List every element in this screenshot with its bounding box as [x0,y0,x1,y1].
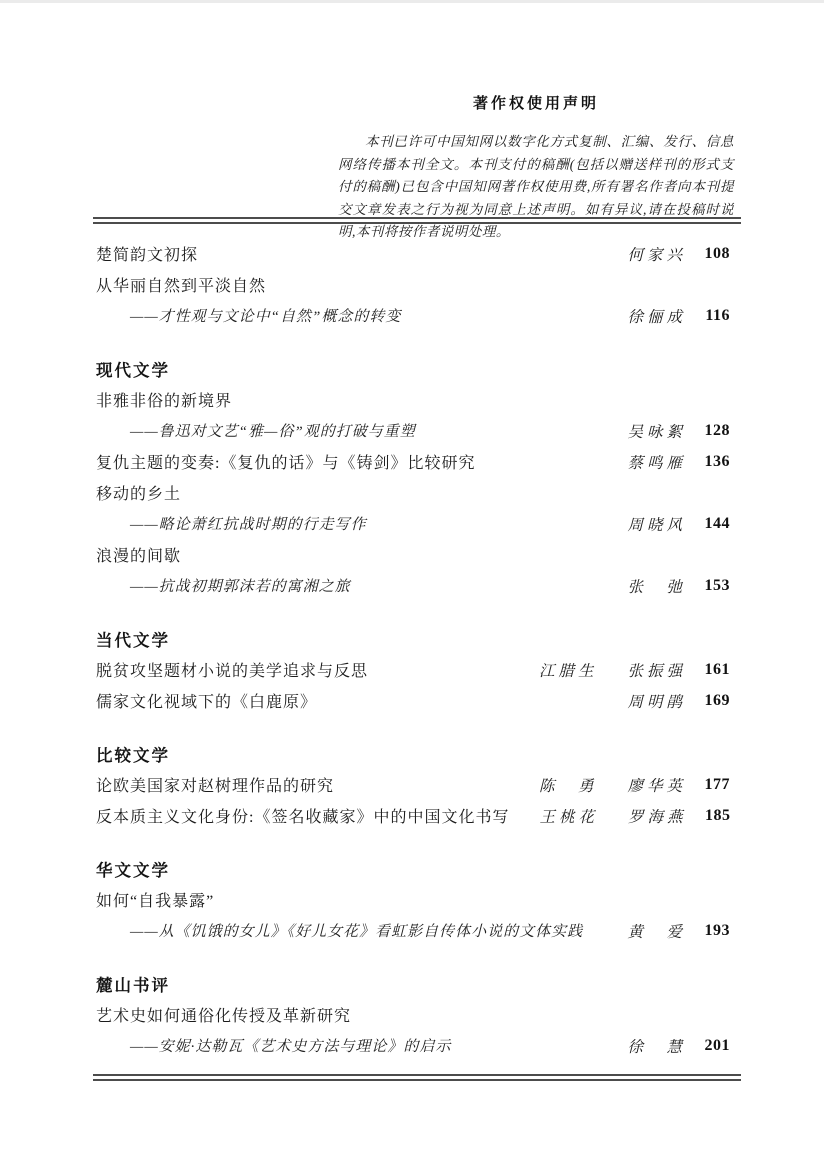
toc-page-number: 128 [704,421,730,439]
top-double-rule [93,217,741,224]
toc-title-line [96,999,730,1030]
toc-item [96,477,730,539]
toc-section-header [96,623,730,654]
toc-entry-meta [597,920,730,942]
toc-entry-meta [597,1035,730,1057]
toc-entry-meta [509,659,730,681]
toc-page-number: 144 [704,514,730,532]
toc-subtitle: ——抗战初期郭沫若的寓湘之旅 [130,579,351,595]
toc-author: 徐 慧 [627,1038,686,1056]
toc-title-line [96,685,730,716]
toc-page-number: 108 [704,244,730,262]
toc-item [96,769,730,800]
copyright-declaration-title: 著作权使用声明 [472,96,599,112]
toc-section-header [96,738,730,769]
toc-entry-meta [597,305,730,327]
toc-author: 周明鹃 [627,693,686,711]
toc-item [96,999,730,1061]
toc-entry-meta [597,575,730,597]
toc-section-label: 比较文学 [96,745,170,765]
toc-section-label: 现代文学 [96,360,170,380]
toc-section-header [96,353,730,384]
toc-item [96,685,730,716]
toc-entry-meta [597,451,730,473]
toc-author: 何家兴 [627,246,686,264]
toc-item [96,446,730,477]
toc-title-line [96,800,730,831]
toc-title-line [96,477,730,508]
toc-author: 廖华英 [627,777,686,795]
toc-subtitle-line [96,1030,730,1061]
toc-item [96,238,730,269]
toc-subtitle-line [96,915,730,946]
bottom-double-rule [93,1074,741,1081]
toc-page-number: 193 [704,921,730,939]
toc-author: 黄 爱 [627,923,686,941]
toc-page-number: 136 [704,452,730,470]
toc-title: 楚简韵文初探 [96,247,199,264]
toc-title: 艺术史如何通俗化传授及革新研究 [96,1008,352,1025]
toc-author: 罗海燕 [627,808,687,826]
toc-author: 周晓风 [627,516,686,534]
toc-item [96,384,730,446]
toc-page-number: 185 [704,806,731,824]
toc-title: 儒家文化视域下的《白鹿原》 [96,694,318,711]
toc-author: 张 弛 [627,578,686,596]
toc-author: 张振强 [627,662,686,680]
toc-subtitle: ——才性观与文论中“自然”概念的转变 [130,309,402,325]
toc-section-label: 当代文学 [96,630,170,650]
toc-author: 蔡鸣雁 [627,454,686,472]
toc-author: 江腊生 [538,662,598,680]
toc-title: 反本质主义文化身份:《签名收藏家》中的中国文化书写 [96,809,510,826]
toc-entry-meta [597,243,730,265]
toc-subtitle-line [96,508,730,539]
toc-title: 如何“自我暴露” [96,893,215,910]
toc-list [96,238,730,1061]
toc-title-line [96,238,730,269]
toc-subtitle-line [96,415,730,446]
toc-page-number: 116 [705,306,730,324]
toc-entry-meta [597,690,730,712]
toc-subtitle: ——略论萧红抗战时期的行走写作 [130,517,367,533]
toc-section-label: 麓山书评 [96,975,170,995]
toc-title: 脱贫攻坚题材小说的美学追求与反思 [96,663,369,680]
toc-title-line [96,269,730,300]
toc-author: 徐俪成 [627,308,686,326]
toc-entry-meta [597,513,730,535]
toc-item [96,654,730,685]
toc-page-number: 161 [704,660,730,678]
toc-subtitle: ——安妮·达勒瓦《艺术史方法与理论》的启示 [130,1039,452,1055]
toc-subtitle: ——鲁迅对文艺“雅—俗”观的打破与重塑 [130,424,416,440]
toc-title-line [96,769,730,800]
toc-title-line [96,884,730,915]
toc-subtitle: ——从《饥饿的女儿》《好儿女花》看虹影自传体小说的文体实践 [130,924,584,940]
toc-item [96,884,730,946]
toc-title: 移动的乡土 [96,486,182,503]
toc-section-header [96,968,730,999]
toc-section-header [96,853,730,884]
toc-page-number: 177 [704,775,730,793]
toc-title: 浪漫的间歇 [96,548,182,565]
toc-item [96,539,730,601]
toc-title-line [96,384,730,415]
toc-title-line [96,446,730,477]
toc-title: 非雅非俗的新境界 [96,393,233,410]
toc-item [96,800,730,831]
toc-author: 王桃花 [539,808,598,826]
toc-page-number: 153 [704,576,730,594]
copyright-declaration-body: 本刊已许可中国知网以数字化方式复制、汇编、发行、信息网络传播本刊全文。本刊支付的稿酬(包括以赠送样刊的形式支付的稿酬)已包含中国知网著作权使用费,所有署名作者向本刊提交文章发表之行为视为同意上述声明。如有异议,请在投稿时说明,本刊将按作者说明处理。 [338,134,734,239]
toc-author: 吴咏絮 [627,423,686,441]
toc-title: 论欧美国家对赵树理作品的研究 [96,778,335,795]
toc-title: 从华丽自然到平淡自然 [96,278,267,295]
toc-entry-meta [509,805,730,827]
page-top-edge [0,0,824,3]
toc-section-label: 华文文学 [96,860,170,880]
toc-entry-meta [597,420,730,442]
toc-title: 复仇主题的变奏:《复仇的话》与《铸剑》比较研究 [96,455,476,472]
toc-item [96,269,730,331]
toc-subtitle-line [96,570,730,601]
toc-page-number: 201 [704,1036,730,1054]
toc-author: 陈 勇 [538,777,598,795]
toc-title-line [96,539,730,570]
toc-subtitle-line [96,300,730,331]
toc-entry-meta [509,774,730,796]
toc-page-number: 169 [704,691,730,709]
toc-title-line [96,654,730,685]
